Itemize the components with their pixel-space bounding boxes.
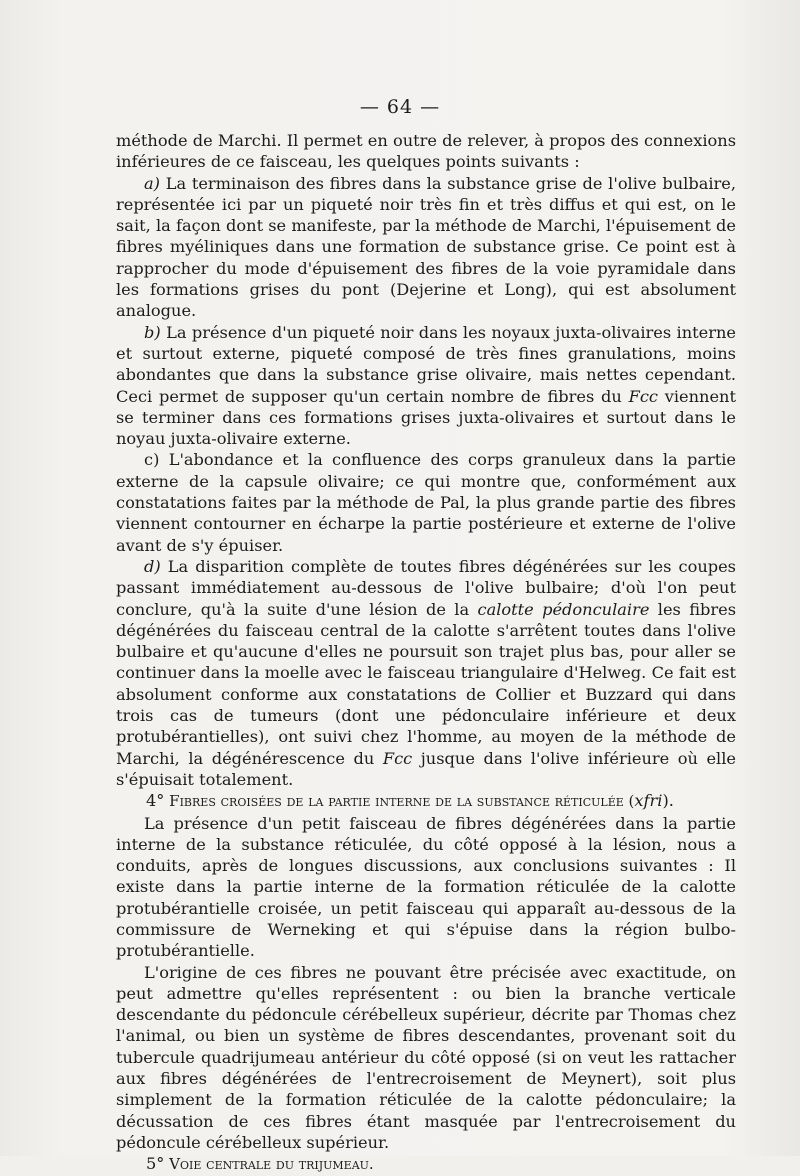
- paragraph-intro: méthode de Marchi. Il permet en outre de relever, à propos des connexions inférieures de ce faisceau, les quelques points suivants :: [116, 131, 736, 172]
- section-title-4: Fibres croisées de la partie interne de la substance réticulée (: [164, 792, 635, 811]
- paragraph-c-text: L'abondance et la confluence des corps granuleux dans la partie externe de la capsule olivaire; ce qui montre que, conformément aux constatations faites par la méthode de Pal, la plus grande partie des fibres viennent contourner en écharpe la partie postérieure et externe de l'olive avant de s'y épuiser.: [116, 450, 736, 555]
- term-calotte-pedonculaire: calotte pédonculaire: [477, 599, 650, 619]
- section-number-5: 5°: [146, 1154, 165, 1174]
- body-text: [116, 130, 736, 1176]
- section-heading-5: [116, 1153, 736, 1175]
- section-title-4-close: ).: [662, 791, 674, 811]
- section-abbrev-xfri: xfri: [634, 791, 663, 811]
- abbrev-fcc: Fcc: [382, 748, 413, 768]
- paragraph-d: [116, 556, 736, 790]
- item-label-a: a): [144, 173, 160, 193]
- section-title-5: Voie centrale du trijumeau.: [164, 1155, 374, 1174]
- section-heading-4: [116, 790, 736, 812]
- item-label-b: b): [144, 322, 161, 342]
- paragraph-d-text-3: jusque dans l'olive inférieure où elle s'épuisait totalement.: [116, 748, 736, 789]
- item-label-c: c): [144, 450, 160, 470]
- page-number: — 64 —: [359, 96, 441, 118]
- paragraph-4a: La présence d'un petit faisceau de fibres dégénérées dans la partie interne de la substance réticulée, du côté opposé à la lésion, nous a conduits, après de longues discussions, aux conclusions suivantes : Il existe dans la partie interne de la formation réticulée de la calotte protubérantielle croisée, un petit faisceau qui apparaît au-dessous de la commissure de Werneking et qui s'épuise dans la région bulbo-protubérantielle.: [116, 813, 736, 961]
- abbrev-fcc: Fcc: [628, 386, 658, 406]
- paragraph-b-text-1: La présence d'un piqueté noir dans les noyaux juxta-olivaires interne et surtout externe, piqueté composé de très fines granulations, moins abondantes que dans la substance grise olivaire, mais nettes cependant. Ceci permet de supposer qu'un certain nombre de fibres du: [116, 322, 736, 406]
- paragraph-d-text-2: les fibres dégénérées du faisceau central de la calotte s'arrêtent toutes dans l'olive bulbaire et qu'aucune d'elles ne poursuit son trajet plus bas, pour aller se continuer dans la moelle avec le faisceau triangulaire d'Helweg. Ce fait est absolument conforme aux constatations de Collier et Buzzard qui dans trois cas de tumeurs (dont une pédonculaire inférieure et deux protubérantielles), ont suivi chez l'homme, au moyen de la méthode de Marchi, la dégénérescence du: [116, 599, 737, 768]
- paragraph-a: [116, 173, 736, 322]
- paragraph-d-text-1: La disparition complète de toutes fibres dégénérées sur les coupes passant immédiatement au-dessous de l'olive bulbaire; d'où l'on peut conclure, qu'à la suite d'une lésion de la: [116, 556, 736, 619]
- paragraph-4b: L'origine de ces fibres ne pouvant être précisée avec exactitude, on peut admettre qu'elles représentent : ou bien la branche verticale descendante du pédoncule cérébelleux supérieur, décrite par Thomas chez l'animal, ou bien un système de fibres descendantes, provenant soit du tubercule quadrijumeau antérieur du côté opposé (si on veut les rattacher aux fibres dégénérées de l'entrecroisement de Meynert), soit plus simplement de la formation réticulée de la calotte pédonculaire; la décussation de ces fibres étant masquée par l'entrecroisement du pédoncule cérébelleux supérieur.: [116, 962, 736, 1152]
- section-number-4: 4°: [146, 791, 165, 811]
- paragraph-b-text-2: viennent se terminer dans ces formations grises juxta-olivaires et surtout dans le noyau juxta-olivaire externe.: [116, 386, 736, 449]
- item-label-d: d): [144, 556, 161, 576]
- paragraph-b: [116, 322, 736, 450]
- paragraph-a-text: La terminaison des fibres dans la substance grise de l'olive bulbaire, représentée ici par un piqueté noir très fin et très diffus et qui est, on le sait, la façon dont se manifeste, par la méthode de Marchi, l'épuisement de fibres myéliniques dans une formation de substance grise. Ce point est à rapprocher du mode d'épuisement des fibres de la voie pyramidale dans les formations grises du pont (Dejerine et Long), qui est absolument analogue.: [116, 173, 736, 321]
- paragraph-c: [116, 449, 736, 555]
